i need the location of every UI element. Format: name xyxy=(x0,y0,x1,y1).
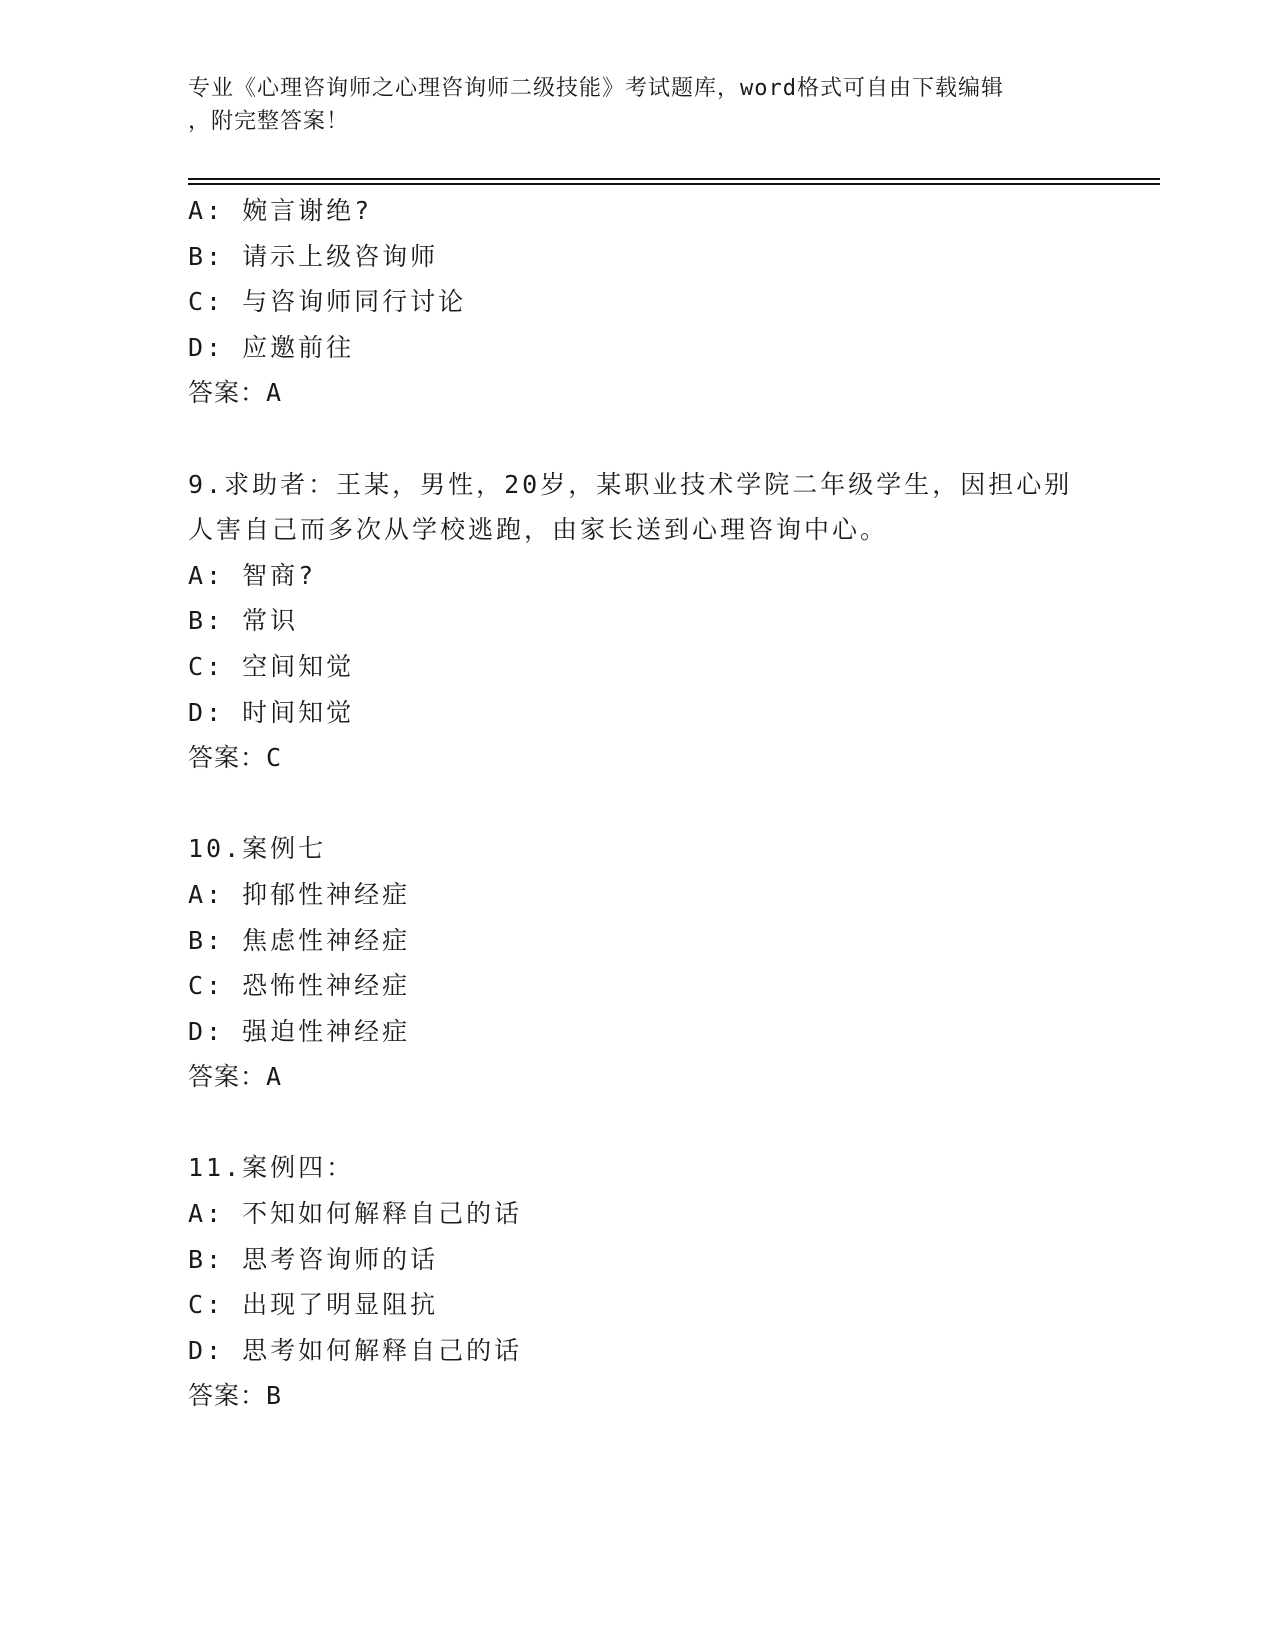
answer-line xyxy=(188,1373,1088,1419)
question-stem: 10.案例七 xyxy=(188,834,327,864)
spacer xyxy=(188,416,1088,462)
answer-value: A xyxy=(266,1062,283,1092)
answer-line xyxy=(188,370,1088,416)
answer-label: 答案： xyxy=(188,743,267,773)
question-block xyxy=(188,826,1088,1100)
option-b: B: 思考咨询师的话 xyxy=(188,1244,439,1274)
question-block xyxy=(188,1145,1088,1419)
spacer xyxy=(188,781,1088,827)
answer-label: 答案： xyxy=(188,1381,267,1411)
answer-line xyxy=(188,735,1088,781)
option-c: C: 空间知觉 xyxy=(188,651,355,681)
option-c: C: 出现了明显阻抗 xyxy=(188,1290,439,1320)
header-title-line-2: ，附完整答案！ xyxy=(188,109,350,134)
spacer xyxy=(188,1100,1088,1146)
option-a: A: 智商? xyxy=(188,560,317,590)
answer-value: A xyxy=(266,378,283,408)
option-d: D: 强迫性神经症 xyxy=(188,1016,411,1046)
answer-line xyxy=(188,1054,1088,1100)
option-b: B: 请示上级咨询师 xyxy=(188,241,439,271)
option-d: D: 时间知觉 xyxy=(188,697,355,727)
question-stem: 11.案例四： xyxy=(188,1153,355,1183)
option-d: D: 思考如何解释自己的话 xyxy=(188,1335,523,1365)
option-b: B: 常识 xyxy=(188,606,299,636)
question-list xyxy=(188,188,1088,1419)
option-a: A: 抑郁性神经症 xyxy=(188,879,411,909)
answer-value: B xyxy=(266,1381,283,1411)
option-a: A: 婉言谢绝? xyxy=(188,196,373,225)
option-a: A: 不知如何解释自己的话 xyxy=(188,1199,523,1229)
question-block xyxy=(188,462,1088,781)
option-b: B: 焦虑性神经症 xyxy=(188,925,411,955)
option-c: C: 恐怖性神经症 xyxy=(188,971,411,1001)
option-c: C: 与咨询师同行讨论 xyxy=(188,287,467,317)
header-divider-bottom xyxy=(188,183,1160,185)
answer-label: 答案： xyxy=(188,378,267,408)
option-d: D: 应邀前往 xyxy=(188,332,355,362)
document-header xyxy=(188,72,1088,138)
header-divider-top xyxy=(188,178,1160,180)
answer-value: C xyxy=(266,743,283,773)
answer-label: 答案： xyxy=(188,1062,267,1092)
header-title-line-1: 专业《心理咨询师之心理咨询师二级技能》考试题库，word格式可自由下载编辑 xyxy=(188,76,1004,101)
question-stem: 9.求助者：王某，男性，20岁，某职业技术学院二年级学生，因担心别人害自己而多次从学校逃跑，由家长送到心理咨询中心。 xyxy=(188,469,1073,545)
question-block xyxy=(188,188,1088,416)
